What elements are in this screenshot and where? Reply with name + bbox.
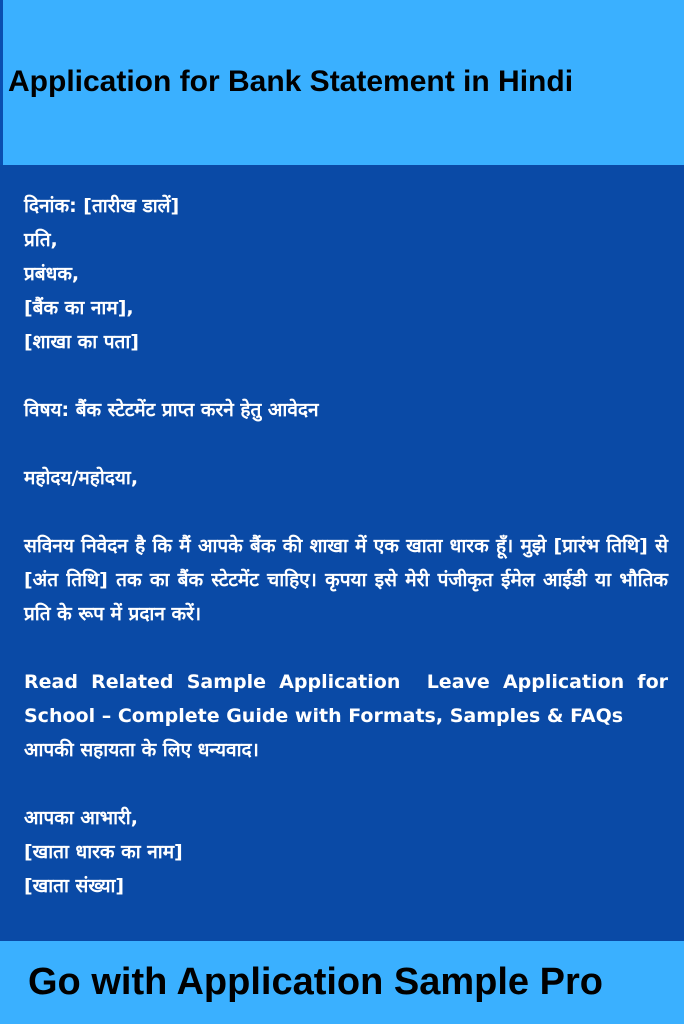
spacer: [24, 767, 668, 801]
spacer: [24, 359, 668, 393]
salutation: महोदय/महोदया,: [24, 467, 139, 489]
bank-name: [बैंक का नाम],: [24, 297, 134, 319]
footer-text: Go with Application Sample Pro: [28, 961, 603, 1003]
branch-address: [शाखा का पता]: [24, 331, 139, 353]
header-left-edge: [0, 0, 3, 165]
body-paragraph: सविनय निवेदन है कि मैं आपके बैंक की शाखा में एक खाता धारक हूँ। मुझे [प्रारंभ तिथि] से [अंत तिथि] तक का बैंक स्टेटमेंट चाहिए। कृपया इसे मेरी पंजीकृत ईमेल आईडी या भौतिक प्रति के रूप में प्रदान करें।: [24, 535, 668, 625]
closing-line: आपका आभारी,: [24, 807, 138, 829]
letter-body: [0, 165, 684, 941]
date-line: दिनांक: [तारीख डालें]: [24, 195, 180, 217]
account-holder-name: [खाता धारक का नाम]: [24, 841, 183, 863]
related-paragraph: [24, 665, 668, 733]
thanks-line: आपकी सहायता के लिए धन्यवाद।: [24, 739, 259, 761]
spacer: [24, 495, 668, 529]
header-banner: [0, 0, 684, 165]
account-number: [खाता संख्या]: [24, 875, 125, 897]
page-title: Application for Bank Statement in Hindi: [8, 65, 574, 98]
spacer: [24, 427, 668, 461]
recipient-title: प्रबंधक,: [24, 263, 80, 285]
spacer: [24, 631, 668, 665]
footer-banner: [0, 941, 684, 1024]
related-article-link[interactable]: Leave Application for School – Complete Guide with Formats, Samples & FAQs: [24, 671, 669, 727]
related-prefix: Read Related Sample Application: [24, 671, 401, 693]
to-line: प्रति,: [24, 229, 58, 251]
subject-line: विषय: बैंक स्टेटमेंट प्राप्त करने हेतु आवेदन: [24, 399, 319, 421]
